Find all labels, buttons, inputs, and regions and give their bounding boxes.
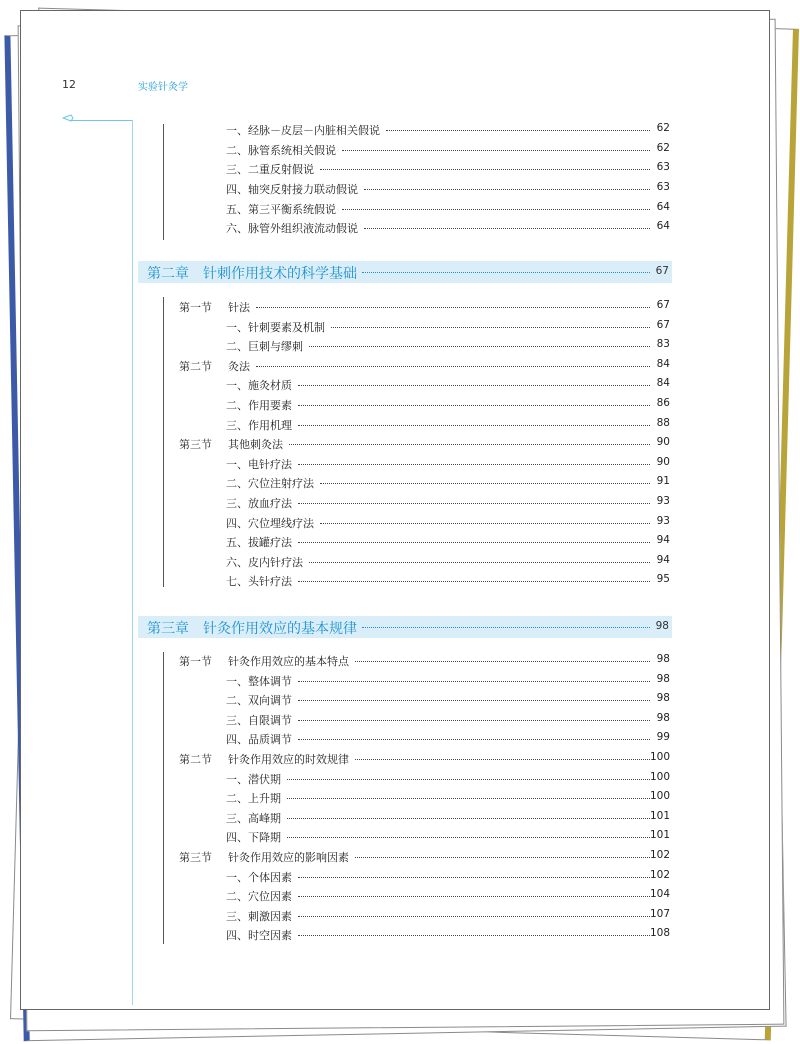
toc-entry-label: 六、脉管外组织液流动假说 — [226, 222, 358, 235]
dot-leader — [320, 483, 650, 484]
toc-page-number: 94 — [656, 534, 670, 547]
toc-entry-label: 针灸作用效应的影响因素 — [228, 851, 349, 864]
section-number: 第一节 — [179, 655, 212, 668]
toc-item-row — [0, 573, 800, 591]
toc-page-number: 64 — [656, 201, 670, 213]
dot-leader — [298, 425, 650, 426]
toc-page-number: 100 — [649, 770, 670, 783]
toc-page-number: 98 — [656, 653, 670, 665]
toc-page-number: 102 — [649, 849, 670, 861]
toc-item-row — [0, 377, 800, 395]
toc-item-row — [0, 731, 800, 749]
toc-item-row — [0, 220, 800, 238]
dot-leader — [386, 130, 650, 131]
dot-leader — [298, 739, 650, 740]
toc-section-row — [0, 299, 800, 317]
chapter-title: 第二章 针刺作用技术的科学基础 — [147, 266, 357, 282]
chapter-heading — [138, 261, 672, 283]
toc-section-row — [0, 436, 800, 454]
toc-entry-label: 四、品质调节 — [226, 733, 292, 747]
toc-item-row — [0, 161, 800, 179]
chapter-dot-leader — [362, 627, 650, 628]
dot-leader — [298, 385, 650, 386]
toc-page-number: 99 — [656, 731, 670, 744]
dot-leader — [298, 935, 650, 936]
toc-page-number: 93 — [656, 495, 670, 507]
toc-item-row — [0, 495, 800, 513]
chapter-title: 第三章 针灸作用效应的基本规律 — [147, 621, 357, 637]
toc-entry-label: 二、巨刺与缪刺 — [226, 340, 303, 354]
toc-page-number: 98 — [656, 711, 670, 724]
dot-leader — [298, 720, 650, 721]
chapter-heading — [138, 616, 672, 638]
toc-item-row — [0, 908, 800, 926]
toc-entry-label: 一、施灸材质 — [226, 379, 292, 393]
dot-leader — [287, 798, 650, 799]
toc-page-number: 84 — [656, 357, 670, 370]
toc-entry-label: 针灸作用效应的时效规律 — [228, 753, 349, 766]
chapter-page-number: 67 — [655, 265, 669, 277]
dot-leader — [355, 759, 650, 760]
toc-page-number: 62 — [656, 122, 670, 134]
toc-item-row — [0, 181, 800, 199]
toc-entry-label: 四、下降期 — [226, 831, 281, 845]
toc-item-row — [0, 534, 800, 552]
toc-item-row — [0, 319, 800, 337]
toc-entry-label: 二、穴位因素 — [226, 890, 292, 904]
dot-leader — [298, 542, 650, 543]
toc-item-row — [0, 456, 800, 474]
dot-leader — [287, 818, 650, 819]
dot-leader — [298, 700, 650, 701]
toc-page-number: 64 — [656, 220, 670, 232]
toc-page-number: 90 — [656, 455, 670, 468]
toc-entry-label: 五、第三平衡系统假说 — [226, 203, 336, 216]
toc-item-row — [0, 417, 800, 435]
chapter-dot-leader — [362, 272, 650, 273]
dot-leader — [364, 228, 650, 229]
toc-item-row — [0, 475, 800, 493]
toc-entry-label: 一、电针疗法 — [226, 457, 292, 471]
toc-page-number: 84 — [656, 377, 670, 390]
toc-item-row — [0, 515, 800, 533]
toc-entry-label: 其他刺灸法 — [228, 438, 283, 452]
toc-page-number: 101 — [649, 809, 670, 822]
toc-page-number: 94 — [656, 553, 670, 566]
toc-page-number: 86 — [656, 397, 670, 409]
toc-item-row — [0, 927, 800, 945]
toc-item-row — [0, 712, 800, 730]
margin-rule-horizontal — [70, 120, 132, 121]
toc-page-number: 63 — [656, 181, 670, 193]
dot-leader — [320, 169, 650, 170]
page-number: 12 — [62, 78, 76, 91]
toc-page-number: 100 — [649, 751, 670, 763]
toc-item-row — [0, 338, 800, 356]
toc-entry-label: 灸法 — [228, 359, 250, 373]
toc-entry-label: 三、二重反射假说 — [226, 163, 314, 176]
toc-page-number: 98 — [656, 672, 670, 685]
toc-page-number: 98 — [656, 692, 670, 705]
toc-page-number: 102 — [649, 868, 670, 881]
dot-leader — [298, 877, 650, 878]
toc-entry-label: 二、脉管系统相关假说 — [226, 144, 336, 157]
toc-entry-label: 一、整体调节 — [226, 674, 292, 688]
section-number: 第二节 — [179, 359, 212, 373]
toc-item-row — [0, 810, 800, 828]
toc-entry-label: 三、刺激因素 — [226, 909, 292, 923]
dot-leader — [289, 444, 650, 445]
dot-leader — [342, 209, 650, 210]
dot-leader — [256, 366, 650, 367]
toc-page-number: 93 — [656, 514, 670, 527]
toc-item-row — [0, 142, 800, 160]
toc-item-row — [0, 869, 800, 887]
dot-leader — [298, 581, 650, 582]
toc-section-row — [0, 751, 800, 769]
toc-page-number: 62 — [656, 142, 670, 154]
toc-entry-label: 五、拔罐疗法 — [226, 536, 292, 550]
toc-entry-label: 四、轴突反射接力联动假说 — [226, 183, 358, 196]
toc-item-row — [0, 829, 800, 847]
dot-leader — [298, 896, 650, 897]
toc-entry-label: 一、潜伏期 — [226, 772, 281, 786]
toc-entry-label: 六、皮内针疗法 — [226, 555, 303, 569]
running-head-title: 实验针灸学 — [138, 82, 188, 93]
dot-leader — [298, 503, 650, 504]
toc-entry-label: 三、高峰期 — [226, 811, 281, 825]
toc-entry-label: 三、放血疗法 — [226, 497, 292, 510]
toc-page-number: 107 — [649, 907, 670, 920]
toc-page-number: 90 — [656, 436, 670, 449]
toc-entry-label: 二、上升期 — [226, 792, 281, 806]
toc-section-row — [0, 849, 800, 867]
toc-page-number: 88 — [656, 416, 670, 429]
toc-entry-label: 四、时空因素 — [226, 929, 292, 943]
dot-leader — [287, 837, 650, 838]
toc-entry-label: 二、双向调节 — [226, 694, 292, 708]
section-number: 第三节 — [179, 438, 212, 452]
toc-page-number: 63 — [656, 161, 670, 173]
toc-entry-label: 四、穴位埋线疗法 — [226, 516, 314, 530]
toc-item-row — [0, 888, 800, 906]
dot-leader — [287, 779, 650, 780]
toc-page-number: 67 — [656, 318, 670, 331]
toc-page-number: 83 — [656, 338, 670, 351]
dot-leader — [331, 327, 650, 328]
toc-entry-label: 一、经脉－皮层－内脏相关假说 — [226, 124, 380, 137]
section-number: 第一节 — [179, 301, 212, 314]
dot-leader — [298, 916, 650, 917]
section-number: 第三节 — [179, 851, 212, 864]
toc-entry-label: 针灸作用效应的基本特点 — [228, 655, 349, 668]
dot-leader — [298, 681, 650, 682]
toc-entry-label: 一、个体因素 — [226, 870, 292, 884]
toc-entry-label: 三、作用机理 — [226, 418, 292, 432]
toc-page-number: 101 — [649, 829, 670, 842]
dot-leader — [309, 346, 650, 347]
dot-leader — [342, 150, 650, 151]
dot-leader — [364, 189, 650, 190]
toc-page-number: 95 — [656, 573, 670, 586]
section-number: 第二节 — [179, 753, 212, 766]
toc-entry-label: 二、穴位注射疗法 — [226, 477, 314, 491]
toc-page-number: 108 — [649, 927, 670, 940]
toc-item-row — [0, 397, 800, 415]
toc-section-row — [0, 653, 800, 671]
chapter-page-number: 98 — [655, 620, 669, 632]
toc-entry-label: 二、作用要素 — [226, 399, 292, 412]
toc-page-number: 100 — [649, 790, 670, 803]
toc-section-row — [0, 358, 800, 376]
dot-leader — [298, 405, 650, 406]
toc-entry-label: 三、自限调节 — [226, 713, 292, 727]
toc-item-row — [0, 201, 800, 219]
dot-leader — [298, 464, 650, 465]
toc-item-row — [0, 692, 800, 710]
toc-item-row — [0, 790, 800, 808]
toc-entry-label: 一、针刺要素及机制 — [226, 320, 325, 334]
toc-page-number: 67 — [656, 299, 670, 311]
toc-item-row — [0, 771, 800, 789]
toc-item-row — [0, 122, 800, 140]
dot-leader — [355, 857, 650, 858]
toc-entry-label: 针法 — [228, 301, 250, 314]
toc-item-row — [0, 673, 800, 691]
dot-leader — [320, 523, 650, 524]
dot-leader — [309, 562, 650, 563]
toc-page-number: 104 — [649, 888, 670, 901]
toc-item-row — [0, 554, 800, 572]
toc-entry-label: 七、头针疗法 — [226, 575, 292, 589]
dot-leader — [355, 661, 650, 662]
toc-page-number: 91 — [656, 475, 670, 488]
dot-leader — [256, 307, 650, 308]
